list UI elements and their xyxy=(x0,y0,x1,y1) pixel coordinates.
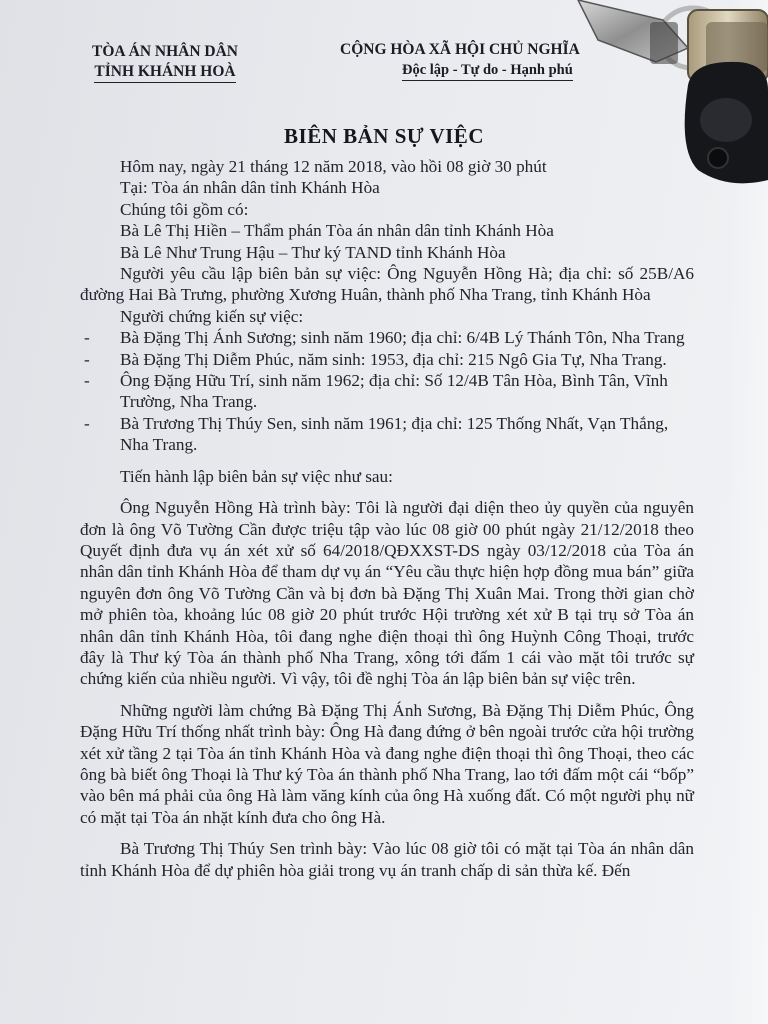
witness-text: Bà Trương Thị Thúy Sen, sinh năm 1961; địa chỉ: 125 Thống Nhất, Vạn Thắng, Nha Trang. xyxy=(120,413,669,455)
list-item xyxy=(80,413,694,456)
document-title: BIÊN BẢN SỰ VIỆC xyxy=(284,124,484,148)
court-header xyxy=(70,42,260,83)
witness-text: Bà Đặng Thị Diễm Phúc, năm sinh: 1953, địa chỉ: 215 Ngô Gia Tự, Nha Trang. xyxy=(120,349,667,369)
court-name: TÒA ÁN NHÂN DÂN xyxy=(92,43,238,60)
paragraph-thuy-sen: Bà Trương Thị Thúy Sen trình bày: Vào lúc 08 giờ tôi có mặt tại Tòa án nhân dân tỉnh Khánh Hòa để dự phiên hòa giải trong vụ án tranh chấp di sản thừa kế. Đến xyxy=(80,839,694,880)
nation-motto: Độc lập - Tự do - Hạnh phú xyxy=(402,60,573,81)
paragraph-witnesses: Những người làm chứng Bà Đặng Thị Ánh Sương, Bà Đặng Thị Diễm Phúc, Ông Đặng Hữu Trí thống nhất trình bày: Ông Hà đang đứng ở bên ngoài trước cửa hội trường xét xử tầng 2 tại Tòa án tỉnh Khánh Hòa và đang nghe điện thoại thì ông Thoại, theo các ông bà biết ông Thoại là Thư ký Tòa án thành phố Nha Trang, lao tới đấm một cái “bốp” vào bên má phải của ông Hà làm văng kính của ông Hà xuống đất. Có một người phụ nữ có mặt tại Tòa án nhặt kính đưa cho ông Hà. xyxy=(80,700,694,827)
list-dash: - xyxy=(84,349,90,369)
witness-label: Người chứng kiến sự việc: xyxy=(120,306,304,326)
list-dash: - xyxy=(84,413,90,433)
list-item xyxy=(80,370,694,413)
key-icon xyxy=(578,0,688,64)
keys-photo-object xyxy=(538,0,768,190)
key-fob-icon xyxy=(685,62,768,183)
paragraph-hong-ha: Ông Nguyễn Hồng Hà trình bày: Tôi là người đại diện theo ủy quyền của nguyên đơn là ông Võ Tường Cần được triệu tập vào lúc 08 giờ 00 phút ngày 21/12/2018 theo Quyết định đưa vụ án xét xử số 64/2018/QĐXXST-DS ngày 03/12/2018 của Tòa án nhân dân tỉnh Khánh Hòa để tham dự vụ án “Yêu cầu thực hiện hợp đồng mua bán” giữa nguyên đơn ông Võ Tường Cần và bị đơn bà Đặng Thị Xuân Mai. Trong thời gian chờ mở phiên tòa, khoảng lúc 08 giờ 20 phút trước Hội trường xét xử B tại trụ sở Tòa án nhân dân tỉnh Khánh Hòa, tôi đang nghe điện thoại thì ông Huỳnh Công Thoại, trước đây là Thư ký Tòa án thành phố Nha Trang, xông tới đấm 1 cái vào mặt tôi trước sự chứng kiến của nhiều người. Vì vậy, tôi đề nghị Tòa án lập biên bản sự việc trên. xyxy=(80,498,694,689)
member-judge: Bà Lê Thị Hiền – Thẩm phán Tòa án nhân dân tỉnh Khánh Hòa xyxy=(120,221,554,241)
list-dash: - xyxy=(84,371,90,391)
requester-line: Người yêu cầu lập biên bản sự việc: Ông Nguyễn Hồng Hà; địa chỉ: số 25B/A6 đường Hai Bà Trưng, phường Xương Huân, thành phố Nha Trang, tỉnh Khánh Hòa xyxy=(80,264,694,305)
date-line: Hôm nay, ngày 21 tháng 12 năm 2018, vào hồi 08 giờ 30 phút xyxy=(120,157,547,176)
court-province: TỈNH KHÁNH HOÀ xyxy=(94,62,235,83)
list-dash: - xyxy=(84,328,90,348)
document-body xyxy=(80,156,694,881)
witness-text: Bà Đặng Thị Ánh Sương; sinh năm 1960; địa chỉ: 6/4B Lý Thánh Tôn, Nha Trang xyxy=(120,328,685,348)
proceed-line: Tiến hành lập biên bản sự việc như sau: xyxy=(120,466,393,486)
list-item xyxy=(80,327,694,348)
nation-name: CỘNG HÒA XÃ HỘI CHỦ NGHĨA xyxy=(340,41,580,58)
member-clerk: Bà Lê Như Trung Hậu – Thư ký TAND tỉnh Khánh Hòa xyxy=(120,242,506,262)
place-line: Tại: Tòa án nhân dân tỉnh Khánh Hòa xyxy=(120,178,380,198)
members-label: Chúng tôi gồm có: xyxy=(120,199,249,219)
list-item xyxy=(80,349,694,370)
witness-text: Ông Đặng Hữu Trí, sinh năm 1962; địa chỉ: Số 12/4B Tân Hòa, Bình Tân, Vĩnh Trường, Nha Trang. xyxy=(120,371,668,412)
